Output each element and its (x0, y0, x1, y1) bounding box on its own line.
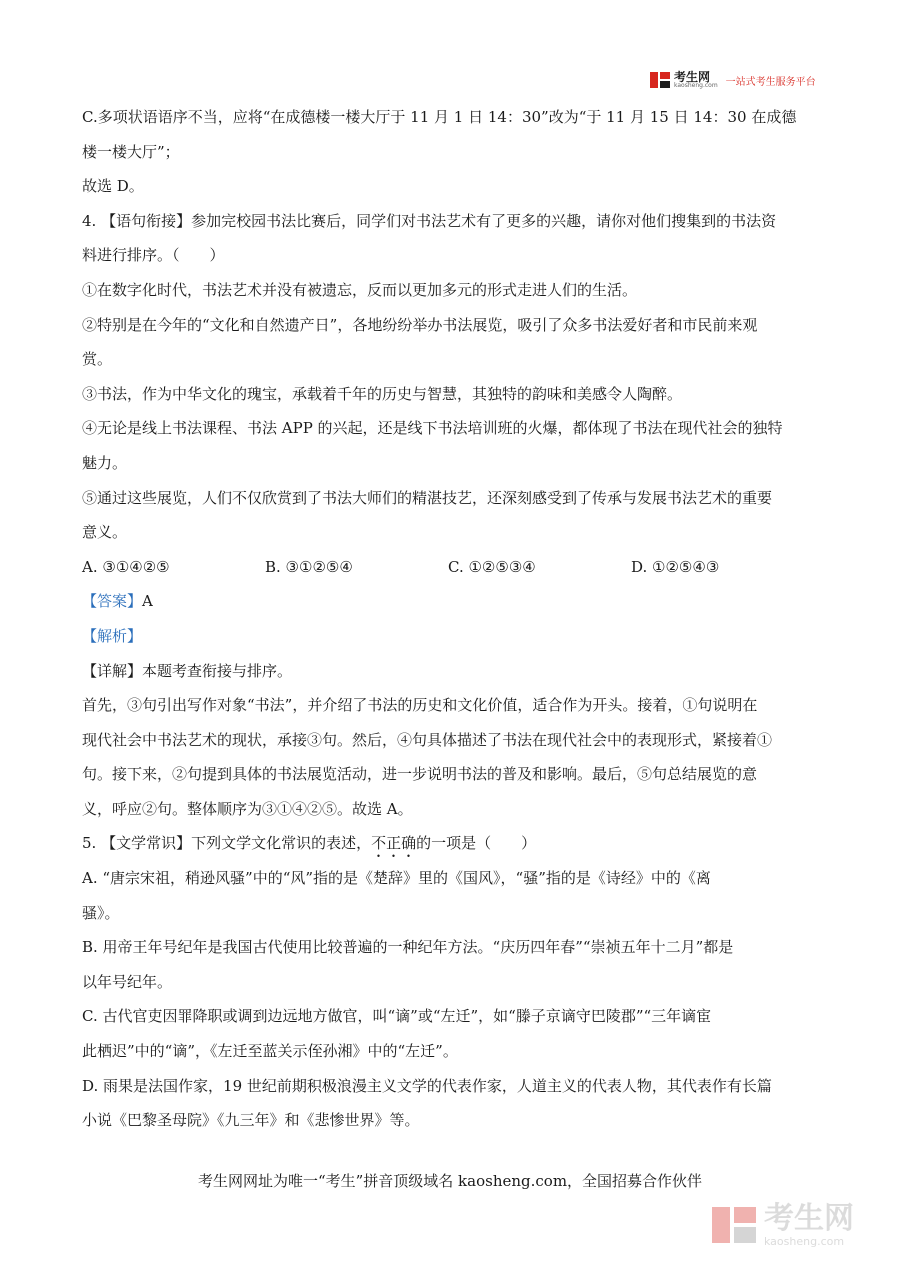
q5-option-line: D. 雨果是法国作家，19 世纪前期积极浪漫主义文学的代表作家，人道主义的代表人物，其代表作有长篇 (82, 1076, 772, 1095)
kaosheng-logo-icon (650, 70, 670, 90)
sentence-4: 魅力。 (82, 453, 128, 472)
question-4-stem: 料进行排序。（ ） (82, 246, 225, 265)
q5-option-line: 此栖迟”中的“谪”，《左迁至蓝关示侄孙湘》中的“左迁”。 (82, 1042, 458, 1061)
header-logo (650, 70, 816, 90)
option-a: A. ③①④②⑤ (82, 557, 170, 576)
sentence-3: ③书法，作为中华文化的瑰宝，承载着千年的历史与智慧，其独特的韵味和美感令人陶醉。 (82, 384, 683, 403)
page-footer: 考生网网址为唯一“考生”拼音顶级域名 kaosheng.com，全国招募合作伙伴 (197, 1172, 703, 1190)
option-c: C. ①②⑤③④ (448, 557, 536, 576)
detail-line: 首先，③句引出写作对象“书法”，并介绍了书法的历史和文化价值，适合作为开头。接着，①句说明在 (82, 696, 758, 715)
question-5-stem: 5. 【文学常识】下列文学文化常识的表述，不正确的一项是（ ） (82, 834, 537, 853)
answer-value: A (142, 592, 153, 611)
q5-option-line: B. 用帝王年号纪年是我国古代使用比较普遍的一种纪年方法。“庆历四年春”“崇祯五年十二月”都是 (82, 938, 734, 957)
question-4-stem: 4. 【语句衔接】参加完校园书法比赛后，同学们对书法艺术有了更多的兴趣，请你对他们搜集到的书法资 (82, 211, 777, 230)
document-body (82, 100, 822, 1138)
sentence-2: ②特别是在今年的“文化和自然遗产日”，各地纷纷举办书法展览，吸引了众多书法爱好者和市民前来观 (82, 315, 758, 334)
sentence-5: ⑤通过这些展览，人们不仅欣赏到了书法大师们的精湛技艺，还深刻感受到了传承与发展书法艺术的重要 (82, 488, 773, 507)
q5-option-line: 骚》。 (82, 903, 120, 922)
answer-label: 【答案】 (82, 592, 143, 611)
detail-line: 【详解】本题考查衔接与排序。 (82, 661, 293, 680)
emphasis-text: 不正确 (371, 834, 417, 853)
detail-line: 句。接下来，②句提到具体的书法展览活动，进一步说明书法的普及和影响。最后，⑤句总结展览的意 (82, 765, 758, 784)
detail-line: 义，呼应②句。整体顺序为③①④②⑤。故选 A。 (82, 799, 413, 818)
watermark-domain: kaosheng.com (764, 1234, 845, 1248)
detail-line: 现代社会中书法艺术的现状，承接③句。然后，④句具体描述了书法在现代社会中的表现形式，紧接着① (82, 730, 773, 749)
option-b: B. ③①②⑤④ (265, 557, 353, 576)
q5-option-line: 以年号纪年。 (82, 972, 173, 991)
q5-option-line: 小说《巴黎圣母院》《九三年》和《悲惨世界》等。 (82, 1111, 420, 1130)
logo-domain: kaosheng.com (674, 82, 718, 89)
answer-line (82, 584, 822, 619)
sentence-2: 赏。 (82, 350, 113, 369)
q5-option-line: C. 古代官吏因罪降职或调到边远地方做官，叫“谪”或“左迁”，如“滕子京谪守巴陵郡”“三年谪宦 (82, 1007, 712, 1026)
text-line: 楼一楼大厅”； (82, 142, 180, 161)
option-d: D. ①②⑤④③ (631, 557, 720, 576)
sentence-5: 意义。 (82, 523, 128, 542)
footer-watermark-logo (712, 1200, 854, 1248)
q5-option-line: A. “唐宗宋祖，稍逊风骚”中的“风”指的是《楚辞》里的《国风》，“骚”指的是《诗经》中的《离 (82, 869, 711, 888)
text-line: C.多项状语语序不当，应将“在成德楼一楼大厅于 11 月 1 日 14：30”改为“于 11 月 15 日 14：30 在成德 (82, 108, 797, 126)
sentence-4: ④无论是线上书法课程、书法 APP 的兴起，还是线下书法培训班的火爆，都体现了书法在现代社会的独特 (82, 419, 783, 438)
analysis-label: 【解析】 (82, 626, 143, 645)
question-4-options (82, 550, 822, 585)
kaosheng-watermark-icon (712, 1203, 756, 1247)
text-line: 故选 D。 (82, 177, 144, 196)
logo-slogan: 一站式考生服务平台 (725, 76, 816, 88)
logo-name: 考生网 (674, 70, 711, 84)
watermark-name: 考生网 (764, 1200, 854, 1236)
sentence-1: ①在数字化时代，书法艺术并没有被遗忘，反而以更加多元的形式走进人们的生活。 (82, 280, 638, 299)
